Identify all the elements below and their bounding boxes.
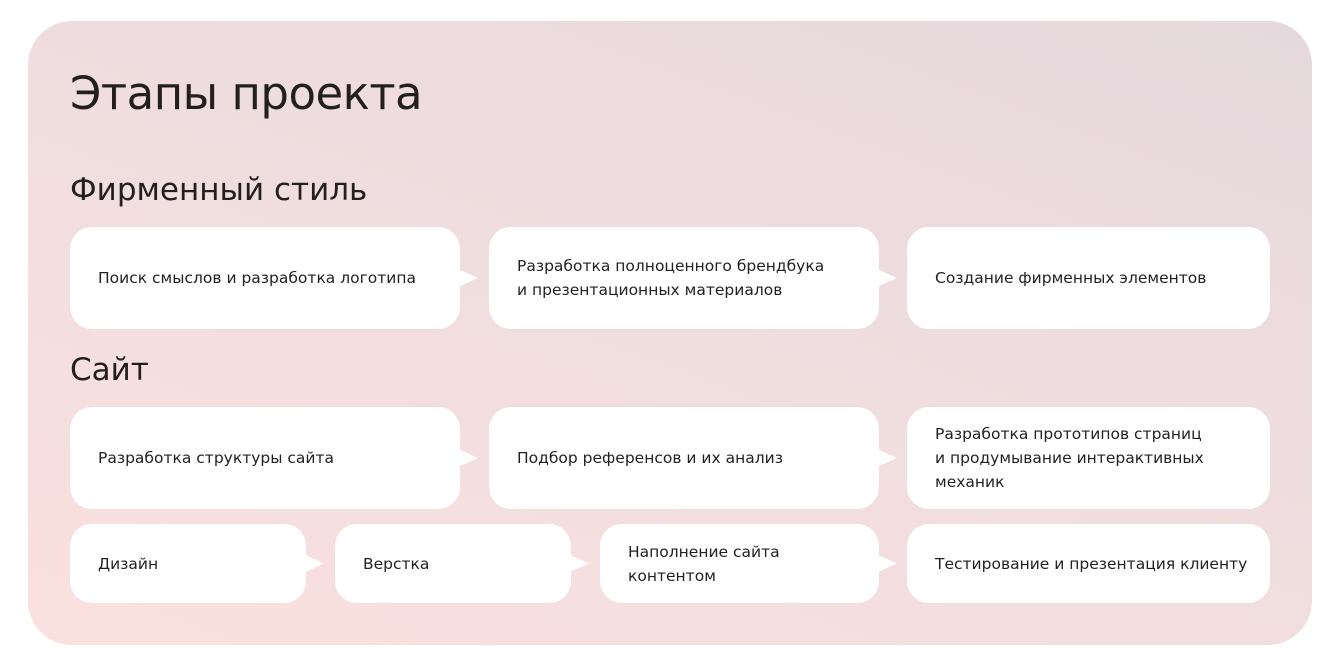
step-card-site-structure (70, 407, 460, 509)
section-heading-website: Сайт (70, 352, 149, 388)
step-label: Разработка структуры сайта (98, 449, 335, 467)
page-title: Этапы проекта (70, 67, 423, 120)
step-card-prototypes (907, 407, 1270, 509)
step-label: Разработка прототипов страниц и продумывание интерактивных механик (935, 425, 1204, 491)
step-card-references (489, 407, 879, 509)
section-heading-brand-style: Фирменный стиль (70, 172, 368, 208)
step-card-logo (70, 227, 460, 329)
step-card-testing (907, 524, 1270, 603)
step-label: Поиск смыслов и разработка логотипа (98, 269, 416, 287)
step-card-design (70, 524, 306, 603)
step-label: Разработка полноценного брендбука и презентационных материалов (517, 257, 825, 299)
step-label: Подбор референсов и их анализ (517, 449, 783, 467)
step-card-brandbook (489, 227, 879, 329)
step-label: Создание фирменных элементов (935, 269, 1207, 287)
step-card-markup (335, 524, 571, 603)
step-label: Верстка (363, 554, 430, 573)
step-card-content (600, 524, 879, 603)
step-label: Тестирование и презентация клиенту (935, 554, 1248, 573)
step-card-brand-elements (907, 227, 1270, 329)
step-label: Дизайн (98, 554, 159, 573)
step-label: Наполнение сайта контентом (628, 542, 780, 585)
